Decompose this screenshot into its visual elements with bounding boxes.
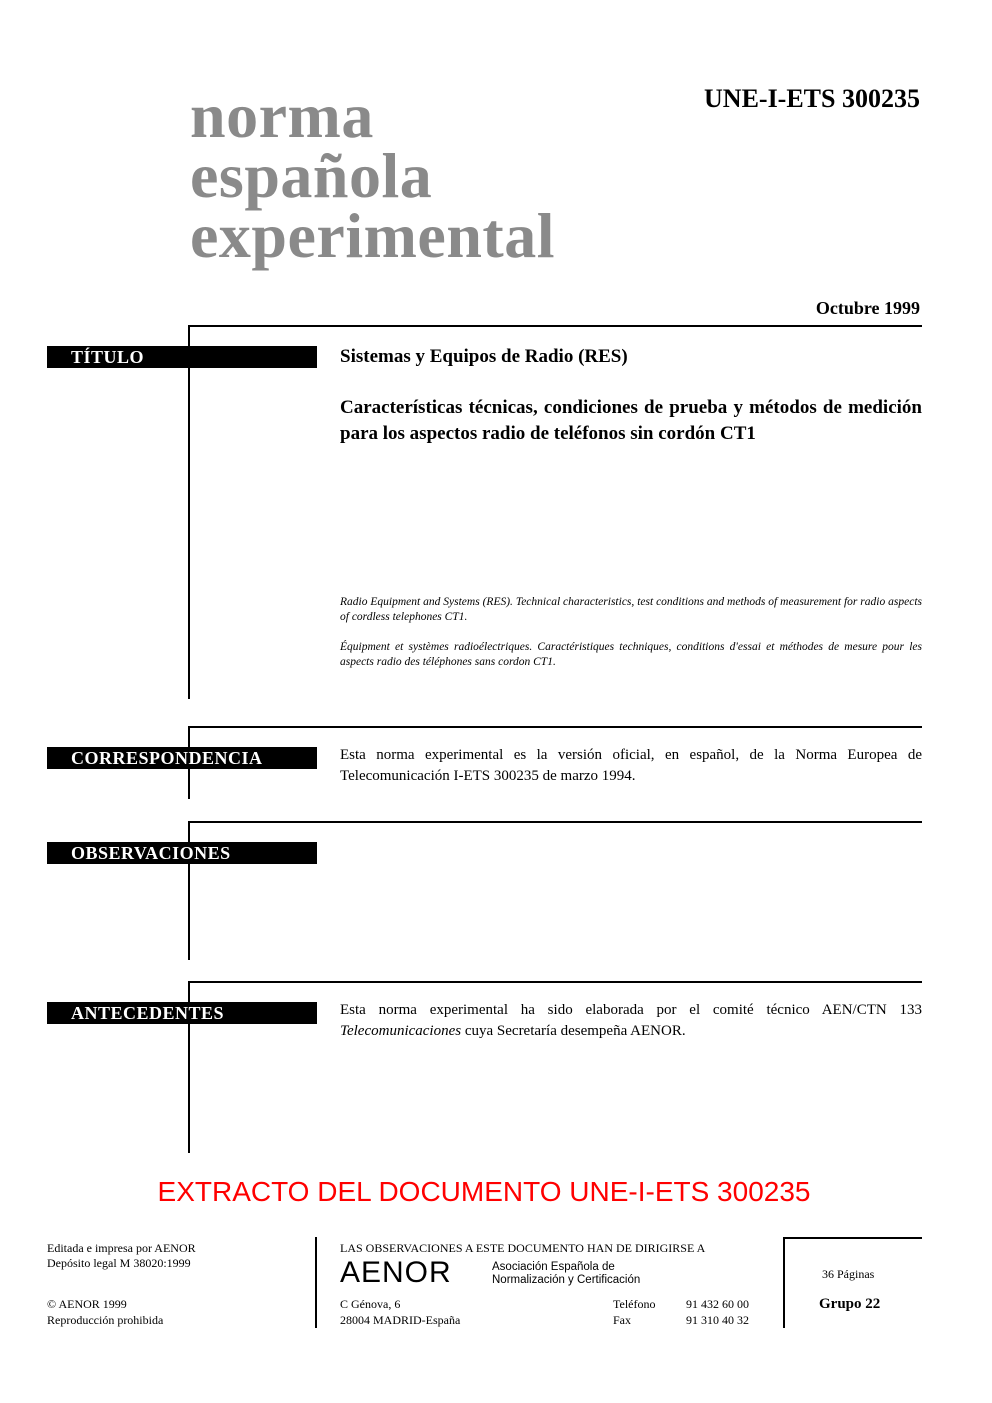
footer-observaciones-notice: LAS OBSERVACIONES A ESTE DOCUMENTO HAN DE DIRIGIRSE A: [340, 1241, 706, 1255]
antecedentes-top-rule: [188, 981, 922, 983]
footer-fax-label: Fax: [613, 1313, 631, 1327]
footer-deposito: Depósito legal M 38020:1999: [47, 1256, 191, 1270]
subtitle-spanish: Características técnicas, condiciones de prueba y métodos de medición para los aspectos radio de teléfonos sin cordón CT1: [340, 397, 922, 444]
footer-address-line-2: 28004 MADRID-España: [340, 1313, 461, 1327]
norma-line-2: española: [190, 140, 433, 211]
titulo-label: TÍTULO: [47, 346, 317, 368]
footer-box-side-rule: [783, 1237, 785, 1328]
footer-reproduccion: Reproducción prohibida: [47, 1313, 164, 1327]
antecedentes-text-end: cuya Secretaría desempeña AENOR.: [461, 1023, 686, 1039]
norma-line-3: experimental: [190, 200, 555, 271]
aenor-name-line-1: Asociación Española de: [492, 1261, 615, 1273]
aenor-full-name: [492, 1261, 640, 1287]
extract-banner: EXTRACTO DEL DOCUMENTO UNE-I-ETS 300235: [157, 1176, 811, 1207]
correspondencia-text: Esta norma experimental es la versión oficial, en español, de la Norma Europea de Telecomunicación I-ETS 300235 de marzo 1994.: [340, 747, 922, 784]
footer-editada: Editada e impresa por AENOR: [47, 1241, 196, 1255]
footer-telefono-label: Teléfono: [613, 1297, 656, 1311]
title-french: Équipment et systèmes radioélectriques. Caractéristiques techniques, conditions d'essai et méthodes de mesure pour les aspects radio des téléphones sans cordon CT1.: [340, 641, 922, 668]
footer-telefono: 91 432 60 00: [686, 1297, 749, 1311]
footer-box-top-rule: [783, 1237, 922, 1239]
observaciones-top-rule: [188, 821, 922, 823]
observaciones-label: OBSERVACIONES: [47, 842, 317, 864]
title-english: Radio Equipment and Systems (RES). Technical characteristics, test conditions and methods of measurement for radio aspects of cordless telephones CT1.: [340, 596, 922, 623]
price-group: Grupo 22: [819, 1296, 881, 1312]
footer-address-line-1: C Génova, 6: [340, 1297, 401, 1311]
footer-copyright: © AENOR 1999: [47, 1297, 127, 1311]
antecedentes-committee-name: Telecomunicaciones: [340, 1023, 462, 1039]
correspondencia-label: CORRESPONDENCIA: [47, 747, 317, 769]
aenor-logo: AENOR: [340, 1256, 452, 1289]
footer-fax: 91 310 40 32: [686, 1313, 749, 1327]
document-date: Octubre 1999: [815, 298, 920, 318]
titulo-top-rule: [188, 325, 922, 327]
document-code: UNE-I-ETS 300235: [704, 84, 920, 113]
titulo-side-rule: [188, 325, 190, 699]
antecedentes-text: [340, 1000, 922, 1042]
footer-divider-left: [315, 1237, 317, 1328]
aenor-name-line-2: Normalización y Certificación: [492, 1274, 641, 1286]
page-count: 36 Páginas: [822, 1267, 875, 1281]
norma-line-1: norma: [190, 80, 374, 151]
correspondencia-top-rule: [188, 726, 922, 728]
antecedentes-text-start: Esta norma experimental ha sido elaborada por el comité técnico AEN/CTN 133: [340, 1002, 922, 1018]
title-spanish: Sistemas y Equipos de Radio (RES): [340, 346, 628, 367]
antecedentes-label: ANTECEDENTES: [47, 1002, 317, 1024]
